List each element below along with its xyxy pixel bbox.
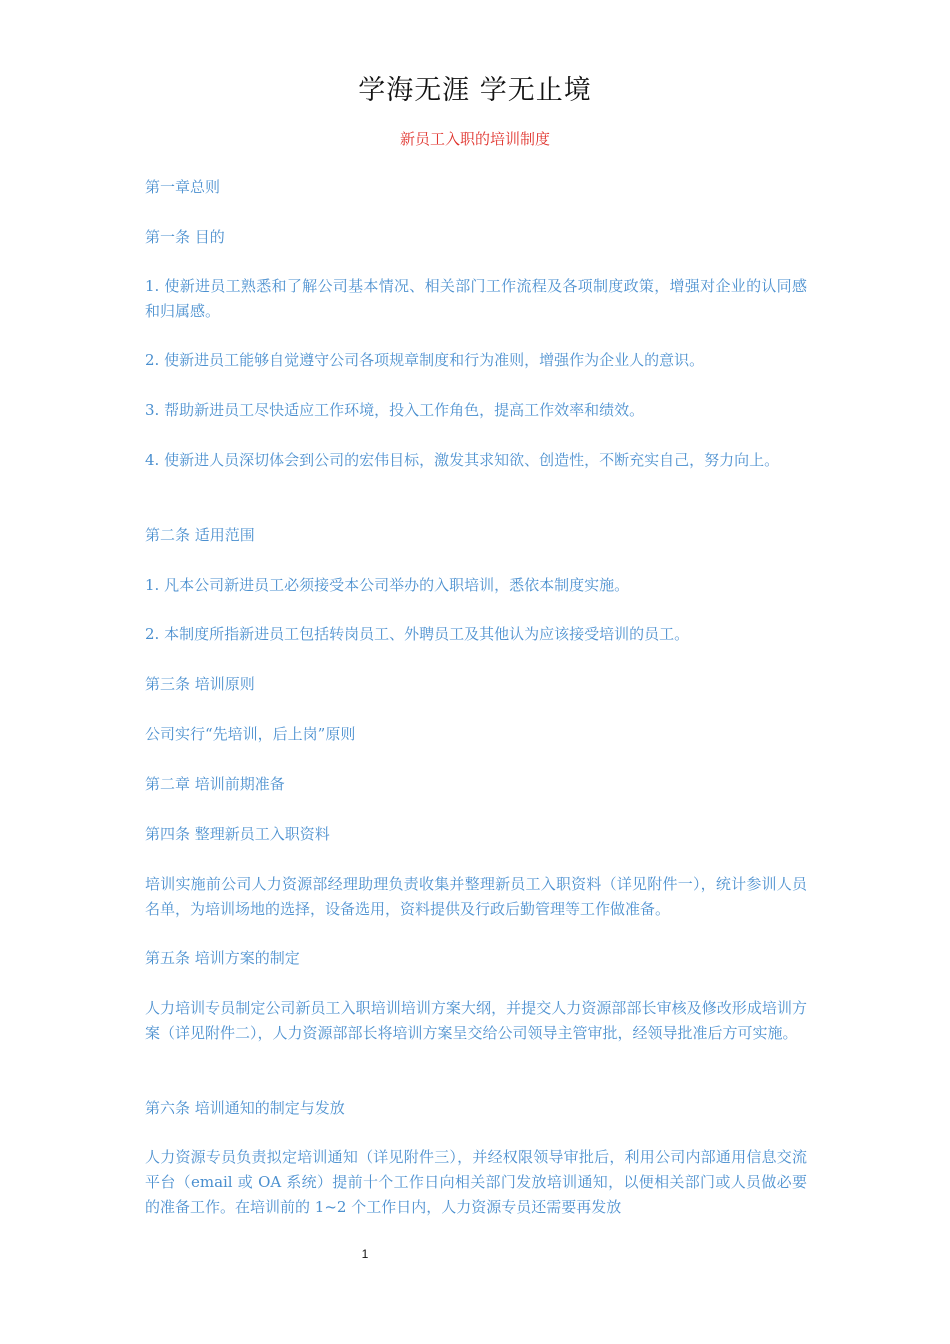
body-paragraph: 公司实行“先培训，后上岗”原则 — [145, 725, 356, 743]
body-paragraph: 1. 使新进员工熟悉和了解公司基本情况、相关部门工作流程及各项制度政策，增强对企业的认同感和归属感。 — [145, 277, 807, 320]
body-paragraph: 4. 使新进人员深切体会到公司的宏伟目标，激发其求知欲、创造性，不断充实自己，努力向上。 — [145, 451, 780, 469]
body-paragraph: 2. 使新进员工能够自觉遵守公司各项规章制度和行为准则，增强作为企业人的意识。 — [145, 351, 705, 369]
article-heading: 第二条 适用范围 — [145, 526, 255, 544]
body-paragraph: 人力培训专员制定公司新员工入职培训培训方案大纲，并提交人力资源部部长审核及修改形成培训方案（详见附件二），人力资源部部长将培训方案呈交给公司领导主管审批，经领导批准后方可实施。 — [145, 999, 807, 1042]
page-number: 1 — [361, 1247, 369, 1261]
article-heading: 第六条 培训通知的制定与发放 — [145, 1099, 345, 1117]
document-title: 学海无涯 学无止境 — [358, 75, 592, 106]
body-paragraph: 1. 凡本公司新进员工必须接受本公司举办的入职培训，悉依本制度实施。 — [145, 576, 630, 594]
chapter-heading: 第二章 培训前期准备 — [145, 775, 285, 793]
document-subtitle: 新员工入职的培训制度 — [399, 130, 550, 148]
body-paragraph: 人力资源专员负责拟定培训通知（详见附件三），并经权限领导审批后，利用公司内部通用信息交流平台（email 或 OA 系统）提前十个工作日向相关部门发放培训通知，以便相关部门或人员做必要的准备工作。在培训前的 1~2 个工作日内，人力资源专员还需要再发放 — [145, 1148, 807, 1216]
article-heading: 第一条 目的 — [145, 228, 225, 246]
chapter-heading: 第一章总则 — [145, 178, 221, 196]
article-heading: 第三条 培训原则 — [145, 675, 255, 693]
article-heading: 第五条 培训方案的制定 — [145, 949, 300, 967]
article-heading: 第四条 整理新员工入职资料 — [145, 825, 330, 843]
body-paragraph: 2. 本制度所指新进员工包括转岗员工、外聘员工及其他认为应该接受培训的员工。 — [145, 625, 690, 643]
body-paragraph: 培训实施前公司人力资源部经理助理负责收集并整理新员工入职资料（详见附件一），统计参训人员名单，为培训场地的选择，设备选用，资料提供及行政后勤管理等工作做准备。 — [145, 875, 807, 918]
body-paragraph: 3. 帮助新进员工尽快适应工作环境，投入工作角色，提高工作效率和绩效。 — [145, 401, 645, 419]
